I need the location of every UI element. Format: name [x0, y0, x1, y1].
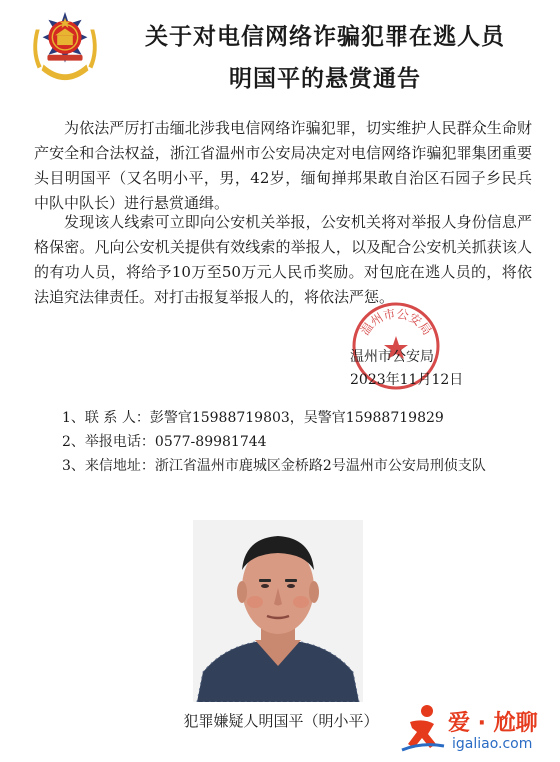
contact-row-person: 1、 联 系 人： 彭警官15988719803，吴警官15988719829 [62, 406, 532, 430]
contact-value: 0577-89981744 [154, 434, 267, 450]
contact-row-phone: 2、 举报电话： 0577-89981744 [62, 430, 532, 454]
notice-title: 关于对电信网络诈骗犯罪在逃人员 [145, 23, 505, 50]
contact-label: 来信地址： [84, 458, 155, 474]
body-paragraph-intro: 为依法严厉打击缅北涉我电信网络诈骗犯罪，切实维护人民群众生命财产安全和合法权益，浙江省温州市公安局决定对电信网络诈骗犯罪集团重要头目明国平（又名明小平，男，42岁，缅甸掸邦果敢自治区石园子乡民兵中队中队长）进行悬赏通缉。 [34, 119, 532, 212]
issuer-name: 温州市公安局 [350, 349, 434, 365]
contact-list [62, 406, 532, 478]
police-emblem-icon [26, 8, 104, 86]
issue-date: 2023年11月12日 [350, 372, 464, 388]
notice-subtitle: 明国平的悬赏通告 [229, 65, 421, 92]
site-watermark [400, 700, 560, 758]
watermark-name: 爱 · 尬聊 [448, 711, 538, 736]
contact-row-address: 3、 来信地址： 浙江省温州市鹿城区金桥路2号温州市公安局刑侦支队 [62, 454, 532, 478]
suspect-photo [193, 520, 363, 702]
contact-label: 举报电话： [84, 434, 155, 450]
contact-label: 联 系 人： [84, 410, 150, 426]
body-paragraph-reward: 发现该人线索可立即向公安机关举报，公安机关将对举报人身份信息严格保密。凡向公安机关提供有效线索的举报人，以及配合公安机关抓获该人的有功人员，将给予10万至50万元人民币奖励。对包庇在逃人员的，将依法追究法律责任。对打击报复举报人的，将依法严惩。 [34, 213, 532, 306]
contact-value: 浙江省温州市鹿城区金桥路2号温州市公安局刑侦支队 [154, 458, 486, 474]
watermark-url: igaliao.com [452, 736, 533, 752]
svg-text:温州市公安局: 温州市公安局 [357, 306, 435, 338]
contact-value: 彭警官15988719803，吴警官15988719829 [149, 410, 444, 426]
photo-caption: 犯罪嫌疑人明国平（明小平） [183, 712, 379, 730]
runner-logo-icon [400, 702, 446, 756]
